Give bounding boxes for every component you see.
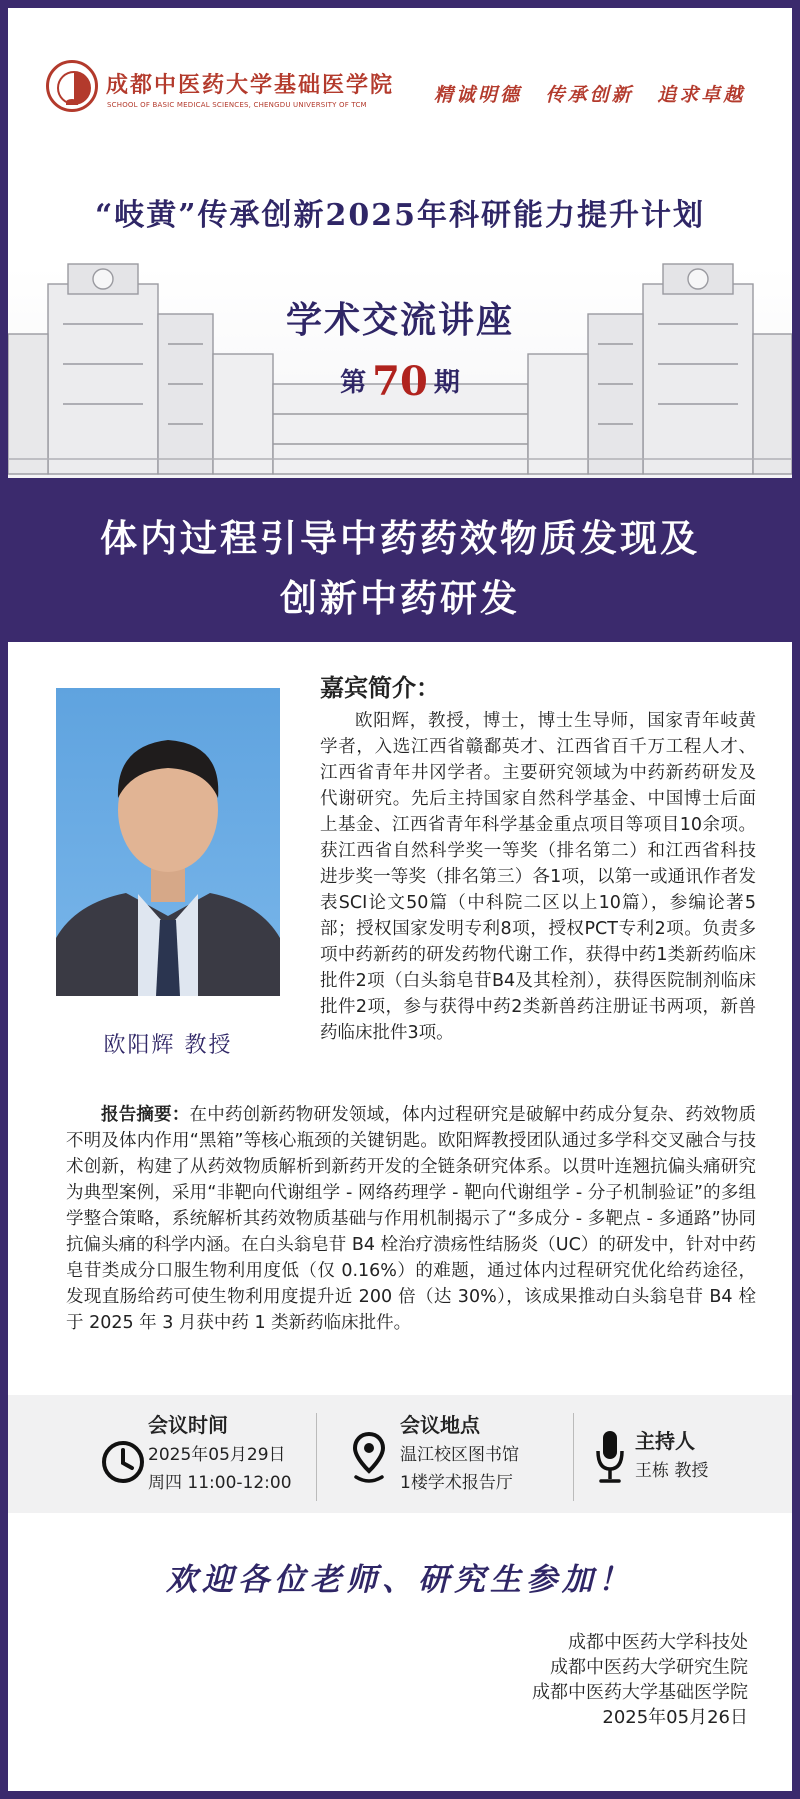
school-name-cn: 成都中医药大学基础医学院: [106, 72, 395, 98]
info-divider: [573, 1413, 574, 1501]
school-name-en: SCHOOL OF BASIC MEDICAL SCIENCES, CHENGDU UNIVERSITY OF TCM: [107, 101, 367, 109]
welcome-message: 欢迎各位老师、研究生参加！: [166, 1562, 634, 1598]
meeting-hours: 周四 11:00-12:00: [148, 1473, 292, 1493]
guest-bio: 欧阳辉，教授，博士，博士生导师，国家青年岐黄学者，入选江西省赣鄱英才、江西省百千万工程人才、江西省青年井冈学者。主要研究领域为中药新药研发及代谢研究。先后主持国家自然科学基金、中国博士后面上基金、江西省青年科学基金重点项目等项目10余项。获江西省自然科学奖一等奖（排名第二）和江西省科技进步奖一等奖（排名第三）各1项，以第一或通讯作者发表SCI论文50篇（中科院二区以上10篇），参编论著5部；授权国家发明专利8项，授权PCT专利2项。负责多项中药新药的研发药物代谢工作，获得中药1类新药临床批件2项（白头翁皂苷B4及其栓剂），获得医院制剂临床批件2项，参与获得中药2类新兽药注册证书两项，新兽药临床批件3项。: [320, 711, 756, 1043]
guest-bio-heading: 嘉宾简介：: [320, 674, 440, 702]
microphone-icon: [595, 1429, 625, 1485]
meeting-time-label: 会议时间: [148, 1413, 228, 1437]
meeting-place-line-2: 1楼学术报告厅: [400, 1473, 513, 1493]
host-name: 王栋 教授: [635, 1461, 709, 1481]
lecture-title: 学术交流讲座: [285, 300, 514, 341]
meeting-time: [8, 1395, 308, 1513]
poster-header: [8, 8, 792, 478]
guest-caption: 欧阳辉 教授: [103, 1033, 233, 1058]
abstract-text: 在中药创新药物研发领域，体内过程研究是破解中药成分复杂、药效物质不明及体内作用“黑箱”等核心瓶颈的关键钥匙。欧阳辉教授团队通过多学科交叉融合与技术创新，构建了从药效物质解析到新药开发的全链条研究体系。以贯叶连翘抗偏头痛研究为典型案例，采用“非靶向代谢组学 - 网络药理学 - 靶向代谢组学 - 分子机制验证”的多组学整合策略，系统解析其药效物质基础与作用机制揭示了“多成分 - 多靶点 - 多通路”协同抗偏头痛的科学内涵。在白头翁皂苷 B4 栓治疗溃疡性结肠炎（UC）的研发中，针对中药皂苷类成分口服生物利用度低（仅 0.16%）的难题，通过体内过程研究优化给药途径，发现直肠给药可使生物利用度提升近 200 倍（达 30%），该成果推动白头翁皂苷 B4 栓于 2025 年 3 月获中药 1 类新药临床批件。: [66, 1105, 757, 1333]
meeting-place-line-1: 温江校区图书馆: [400, 1445, 519, 1465]
guest-portrait: [56, 688, 280, 996]
organizer-2: 成都中医药大学研究生院: [550, 1657, 748, 1678]
topic-banner: [8, 478, 792, 642]
plan-title: “岐黄”传承创新2025年科研能力提升计划: [94, 198, 705, 233]
meeting-date: 2025年05月29日: [148, 1445, 286, 1465]
topic-title-line-1: 体内过程引导中药药效物质发现及: [100, 517, 700, 560]
info-divider: [316, 1413, 317, 1501]
organizer-3: 成都中医药大学基础医学院: [532, 1682, 748, 1703]
school-logo: [46, 60, 98, 112]
meeting-place: [318, 1395, 573, 1513]
organizer-signoff: [532, 1630, 748, 1730]
organizer-1: 成都中医药大学科技处: [568, 1632, 748, 1653]
issue-number: [8, 358, 792, 405]
signoff-date: 2025年05月26日: [602, 1707, 748, 1728]
meeting-host: [575, 1395, 792, 1513]
clock-icon: [100, 1439, 146, 1485]
meeting-info-bar: [8, 1395, 792, 1513]
school-motto: 精诚明德 传承创新 追求卓越: [434, 84, 746, 106]
host-label: 主持人: [635, 1429, 695, 1453]
issue-suffix: 期: [433, 368, 460, 398]
issue-prefix: 第: [340, 368, 367, 398]
location-pin-icon: [352, 1431, 386, 1485]
report-abstract: [66, 1102, 756, 1336]
meeting-place-label: 会议地点: [400, 1413, 480, 1437]
issue-value: 70: [372, 358, 428, 405]
topic-title-line-2: 创新中药研发: [280, 577, 520, 620]
abstract-label: 报告摘要：: [101, 1105, 190, 1125]
